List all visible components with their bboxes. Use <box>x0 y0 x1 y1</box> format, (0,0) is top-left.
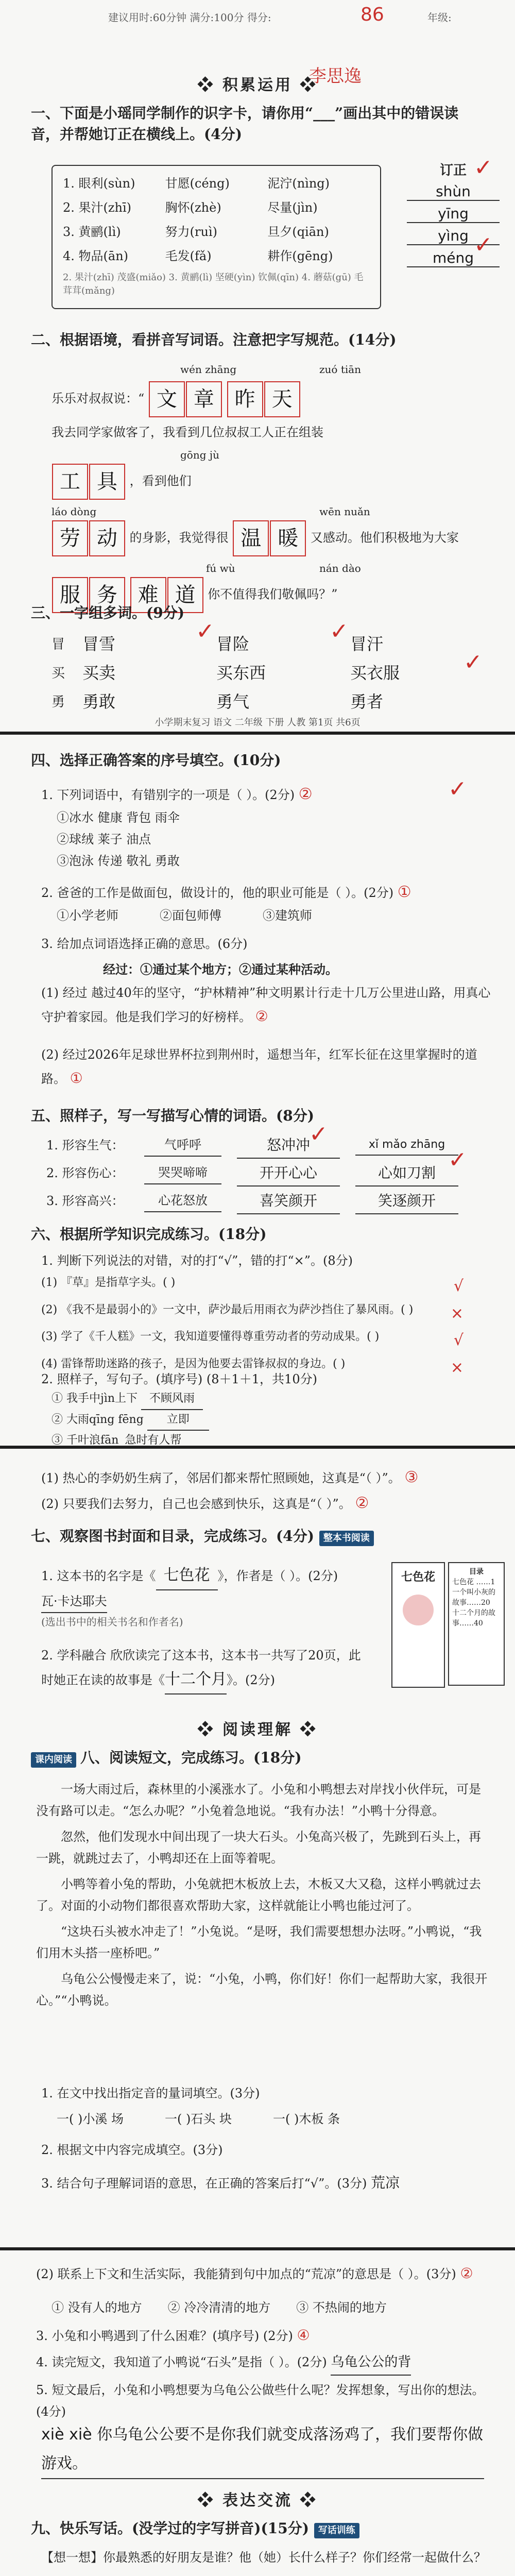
group-word: 买东西 <box>216 663 266 683</box>
answer-mark: ② <box>298 785 313 803</box>
check-mark-icon: ✓ <box>330 618 349 645</box>
card-word: 胸怀(zhè) <box>165 200 221 215</box>
passage-paragraph: “这块石头被水冲走了！”小兔说。“是呀，我们需要想想办法呀。”小鸭说，“我们用木头搭一座桥吧。” <box>36 1924 482 1960</box>
card-word: 耕作(gēng) <box>267 249 333 263</box>
question-8-4-options: ① 没有人的地方 ② 冷冷清清的地方 ③ 不热闹的地方 <box>52 2300 387 2315</box>
group-word: 勇者 <box>350 692 384 711</box>
group-char: 冒 <box>52 636 65 652</box>
group-char: 勇 <box>52 694 65 710</box>
answer-cell: 温 <box>233 520 269 556</box>
question-6-4: (2) 只要我们去努力，自己也会感到快乐，这真是“（ ）”。 ② <box>41 1494 369 1512</box>
question-7: 七、观察图书封面和目录，完成练习。(4分) 整本书阅读 <box>31 1526 494 1547</box>
card-note: 2. 果汁(zhī) 茂盛(miǎo) 3. 黄鹂(lì) 坚硬(yìn) 钦佩(qīn) 4. 蘑菇(gū) 毛茸茸(mǎng) <box>63 272 364 296</box>
check-mark-icon: ✓ <box>309 1121 328 1147</box>
question-4-1-options: ①冰水 健康 背包 雨伞 ②球绒 莱子 油点 ③泡泳 传递 敬礼 勇敢 <box>57 810 180 868</box>
judge-mark: × <box>450 1304 464 1323</box>
answer-cell: 章 <box>186 381 222 417</box>
answer-mark: ② <box>460 2265 473 2282</box>
toc-entry: 一个叫小灰的故事……20 <box>452 1588 495 1607</box>
mood-row: 2. 形容伤心： 哭哭啼啼 开开心心 心如刀割 <box>46 1159 500 1187</box>
check-mark-icon: ✓ <box>474 232 493 258</box>
passage-text: 乐乐对叔叔说：“ <box>52 391 145 406</box>
answer-cell: 工 <box>52 464 88 500</box>
answer-cell: 动 <box>89 520 125 556</box>
group-word: 勇敢 <box>82 692 116 711</box>
card-word: 泥泞(nìng) <box>267 176 330 191</box>
question-2: 二、根据语境，看拼音写词语。注意把字写规范。(14分) <box>31 331 397 348</box>
passage-text: 你不值得我们敬佩吗？” <box>208 587 338 602</box>
question-4-3-sentence: (2) 经过2026年足球世界杯拉到荆州时，遥想当年，红军长征在这里掌握时的道路。 ① <box>41 1047 477 1087</box>
flower-icon <box>403 1595 434 1625</box>
reading-passage <box>36 1778 489 2015</box>
question-6-3: (1) 热心的李奶奶生病了，邻居们都来帮忙照顾她，这真是“（ ）”。 ③ <box>41 1468 419 1486</box>
card-word: 努力(ruì) <box>165 225 217 239</box>
judge-mark: √ <box>453 1277 464 1295</box>
question-8-1: 1. 在文中找出指定音的量词填空。(3分) <box>41 2086 260 2100</box>
question-4-3-sentence: (1) 经过 越过40年的坚守，“护林精神”种文明累计行走十几万公里进山路，用真心守护着家园。他是我们学习的好榜样。 ② <box>41 986 491 1025</box>
question-8: 课内阅读 八、阅读短文，完成练习。(18分) <box>31 1748 494 1769</box>
passage-paragraph: 一场大雨过后，森林里的小溪涨水了。小兔和小鸭想去对岸找小伙伴玩，可是没有路可以走。“怎么办呢？”小兔着急地说。“我有办法！”小鸭十分得意。 <box>36 1782 481 1818</box>
question-1: 一、下面是小瑶同学制作的识字卡，请你用“___”画出其中的错误读音，并帮她订正在横线上。(4分) <box>31 105 459 143</box>
answer-mark: ④ <box>297 2327 310 2344</box>
card-word: 3. 黄鹂(lì) <box>63 225 121 239</box>
section-banner-accumulate: ❖ 积累运用 ❖ <box>197 76 318 94</box>
question-5: 五、照样子，写一写描写心情的词语。(8分) <box>31 1107 314 1124</box>
header-meta: 建议用时:60分钟 满分:100分 得分: <box>108 11 271 24</box>
answer-cell: 难 <box>130 577 166 613</box>
answer-cell: 服 <box>52 577 88 613</box>
question-3: 三、一字组多词。(9分) <box>31 604 184 621</box>
check-mark-icon: ✓ <box>464 649 483 675</box>
group-word: 冒雪 <box>82 634 116 654</box>
group-word: 买卖 <box>82 663 116 683</box>
group-word: 勇气 <box>216 692 250 711</box>
book-toc <box>448 1562 505 1686</box>
pinyin-prompt: láo dòng <box>52 505 97 518</box>
card-word: 毛发(fǎ) <box>165 249 212 263</box>
toc-entry: 七色花 ……1 <box>452 1578 495 1586</box>
class-label: 年级: <box>427 11 452 24</box>
passage-paragraph: 乌龟公公慢慢走来了，说：“小兔，小鸭，你们好！你们一起帮助大家，我很开心。”“小鸭说。 <box>36 1972 488 2008</box>
question-6: 六、根据所学知识完成练习。(18分) <box>31 1226 267 1243</box>
question-6-1-items: (1) 『草』是指草字头。( ) √ (2) 《我不是最弱小的》一文中，萨沙最后用雨衣为萨沙挡住了暴风雨。( ) × (3) 学了《千人糕》一文，我知道要懂得尊重劳动者的劳动成果。( ) √ (4) 雷锋帮助迷路的孩子，是因为他要去雷锋叔叔的身边。( ) × <box>41 1273 464 1381</box>
correction-title: 订正 <box>439 163 467 178</box>
question-8-7-answer: xiè xiè 你乌龟公公要不是你我们就变成落汤鸡了，我们要帮你做游戏。 <box>41 2420 484 2479</box>
answer-cell: 务 <box>89 577 125 613</box>
question-9-think: 【想一想】你最熟悉的好朋友是谁？他（她）长什么样子？你们经常一起做什么？ <box>41 2550 486 2565</box>
page-four <box>0 2250 515 2576</box>
answer-mark: ② <box>355 1494 369 1512</box>
passage-paragraph: 小鸭等着小兔的帮助，小兔就把木板放上去，木板又大又稳，这样小鸭就过去了。对面的小动物们都很喜欢帮助大家，这样就能让小鸭也能过河了。 <box>36 1877 481 1913</box>
correction-answer: yìng <box>407 227 500 245</box>
banner-ornament-icon: ❖ <box>293 76 318 94</box>
answer-cell: 劳 <box>52 520 88 556</box>
passage-paragraph: 忽然，他们发现水中间出现了一块大石头。小兔高兴极了，先跳到石头上，再一跳，就跳过去了，小鸭却还在上面等着呢。 <box>36 1829 481 1866</box>
group-char: 买 <box>52 665 65 681</box>
card-word: 4. 物品(ān) <box>63 249 129 263</box>
toc-title: 目录 <box>469 1568 484 1576</box>
question-8-2: 2. 根据文中内容完成填空。(3分) <box>41 2143 223 2157</box>
group-word: 买衣服 <box>350 663 400 683</box>
answer-cell: 文 <box>149 381 185 417</box>
pinyin-prompt: fú wù <box>206 562 235 574</box>
question-tag: 课内阅读 <box>31 1752 76 1768</box>
answer-mark: ① <box>397 883 411 901</box>
question-7-1: 1. 这本书的名字是《 七色花 》，作者是（ ）。(2分) 瓦·卡达耶夫 (选出书中的相关书名和作者名) <box>41 1562 371 1631</box>
pinyin-prompt: wēn nuǎn <box>319 505 370 518</box>
card-word: 旦夕(qiān) <box>267 225 329 239</box>
correction-answer: shùn <box>407 183 500 201</box>
passage-text: 的身影，我觉得很 <box>129 530 229 545</box>
question-8-3: 3. 结合句子理解词语的意思，在正确的答案后打“√”。(3分) 荒凉 <box>41 2174 400 2191</box>
mood-row: 3. 形容高兴： 心花怒放 喜笑颜开 笑逐颜开 <box>46 1187 500 1215</box>
banner-ornament-icon: ❖ <box>293 2492 318 2510</box>
check-mark-icon: ✓ <box>448 776 467 802</box>
card-word: 2. 果汁(zhī) <box>63 200 132 215</box>
student-name-handwritten: 李思逸 <box>309 66 362 87</box>
toc-entry: 十二个月的故事……40 <box>452 1609 495 1628</box>
group-word: 冒险 <box>216 634 250 654</box>
question-4: 四、选择正确答案的序号填空。(10分) <box>31 752 281 769</box>
question-8-1-items: 一( )小溪 场 一( )石头 块 一( )木板 条 <box>57 2112 340 2126</box>
page-two <box>0 735 515 1446</box>
question-8-5: 3. 小兔和小鸭遇到了什么困难？(填序号) (2分) ④ <box>36 2327 310 2344</box>
answer-cell: 暖 <box>270 520 306 556</box>
grade-mark: 86 <box>360 4 384 25</box>
answer-cell: 具 <box>89 464 125 500</box>
question-8-6: 4. 读完短文，我知道了小鸭说“石头”是指（ ）。(2分) 乌龟公公的背 <box>36 2351 489 2376</box>
question-4-3-word: 经过：①通过某个地方；②通过某种活动。 <box>103 962 338 977</box>
correction-answer: yīng <box>407 205 500 223</box>
answer-cell: 道 <box>167 577 203 613</box>
check-mark-icon: ✓ <box>474 155 493 181</box>
answer-cell: 天 <box>264 381 300 417</box>
question-8-7: 5. 短文最后，小兔和小鸭想要为乌龟公公做些什么呢？发挥想象，写出你的想法。(4分) <box>36 2383 485 2419</box>
banner-ornament-icon: ❖ <box>197 1721 222 1739</box>
passage-text: 又感动。他们积极地为大家 <box>310 530 459 545</box>
question-4-1: 1. 下列词语中，有错别字的一项是（ ）。(2分) ② <box>41 785 313 803</box>
book-cover <box>391 1562 445 1688</box>
word-group-row <box>52 629 494 657</box>
page-footer: 小学期末复习 语文 二年级 下册 人教 第1页 共6页 <box>154 717 360 728</box>
question-tag: 整本书阅读 <box>319 1531 374 1546</box>
card-word: 甘愿(céng) <box>165 176 230 191</box>
page-three <box>0 1449 515 2247</box>
word-group-row <box>52 657 494 686</box>
question-tag: 写话训练 <box>314 2523 359 2538</box>
pinyin-prompt: nán dào <box>319 562 361 574</box>
word-group-row <box>52 686 494 715</box>
banner-ornament-icon: ❖ <box>197 76 222 94</box>
group-word: 冒汗 <box>350 634 384 654</box>
question-6-2: 2. 照样子，写句子。(填序号) (8＋1＋1，共10分) <box>41 1372 317 1386</box>
judge-mark: √ <box>453 1331 464 1349</box>
card-word: 尽量(jìn) <box>267 200 318 215</box>
question-8-4: (2) 联系上下文和生活实际，我能猜到句中加点的“荒凉”的意思是（ ）。(3分) ② <box>36 2265 473 2282</box>
pinyin-prompt: wén zhāng <box>180 363 237 376</box>
question-4-2: 2. 爸爸的工作是做面包，做设计的，他的职业可能是（ ）。(2分) ① <box>41 883 411 901</box>
question-2-passage <box>52 361 494 613</box>
mood-row: 1. 形容生气： 气呼呼 怒冲冲 xǐ mǎo zhāng <box>46 1131 500 1159</box>
question-4-3: 3. 给加点词语选择正确的意思。(6分) <box>41 937 248 951</box>
check-mark-icon: ✓ <box>448 1147 467 1173</box>
answer-mark: ② <box>255 1008 268 1025</box>
judge-mark: × <box>450 1358 464 1377</box>
word-groups <box>52 629 494 715</box>
question-4-2-options: ①小学老师 ②面包师傅 ③建筑师 <box>57 908 312 923</box>
section-banner-expression: ❖ 表达交流 ❖ <box>197 2492 318 2510</box>
card-word: 1. 眼利(sùn) <box>63 176 135 191</box>
passage-text: 我去同学家做客了，我看到几位叔叔工人正在组装 <box>52 425 323 439</box>
banner-ornament-icon: ❖ <box>197 2492 222 2510</box>
passage-text: ，看到他们 <box>129 473 192 488</box>
pinyin-prompt: zuó tiān <box>319 363 362 376</box>
question-9: 九、快乐写话。(没学过的字写拼音)(15分) 写话训练 <box>31 2518 494 2539</box>
answer-mark: 荒凉 <box>371 2174 400 2191</box>
check-mark-icon: ✓ <box>196 618 215 645</box>
section-banner-reading: ❖ 阅读理解 ❖ <box>197 1721 318 1739</box>
banner-ornament-icon: ❖ <box>293 1721 318 1739</box>
answer-mark: ① <box>70 1070 83 1087</box>
answer-mark: ③ <box>404 1468 419 1486</box>
question-6-1: 1. 判断下列说法的对错，对的打“√”，错的打“×”。(8分) <box>41 1253 353 1268</box>
word-card-box <box>52 165 381 309</box>
question-5-rows <box>46 1131 500 1215</box>
answer-cell: 昨 <box>227 381 263 417</box>
question-7-2: 2. 学科融合 欣欣读完了这本书，这本书一共写了20页，此时她正在读的故事是《十二个月》。(2分) <box>41 1645 371 1694</box>
page-one <box>0 0 515 732</box>
correction-answer: méng <box>407 249 500 267</box>
question-6-2-items: ① 我手中jìn上下 不顾风雨 ② 大雨qīng fēng 立即 ③ 千叶浪fān 急时有人帮 <box>52 1389 494 1446</box>
book-title: 七色花 <box>401 1570 435 1584</box>
pinyin-prompt: gōng jù <box>180 449 219 461</box>
